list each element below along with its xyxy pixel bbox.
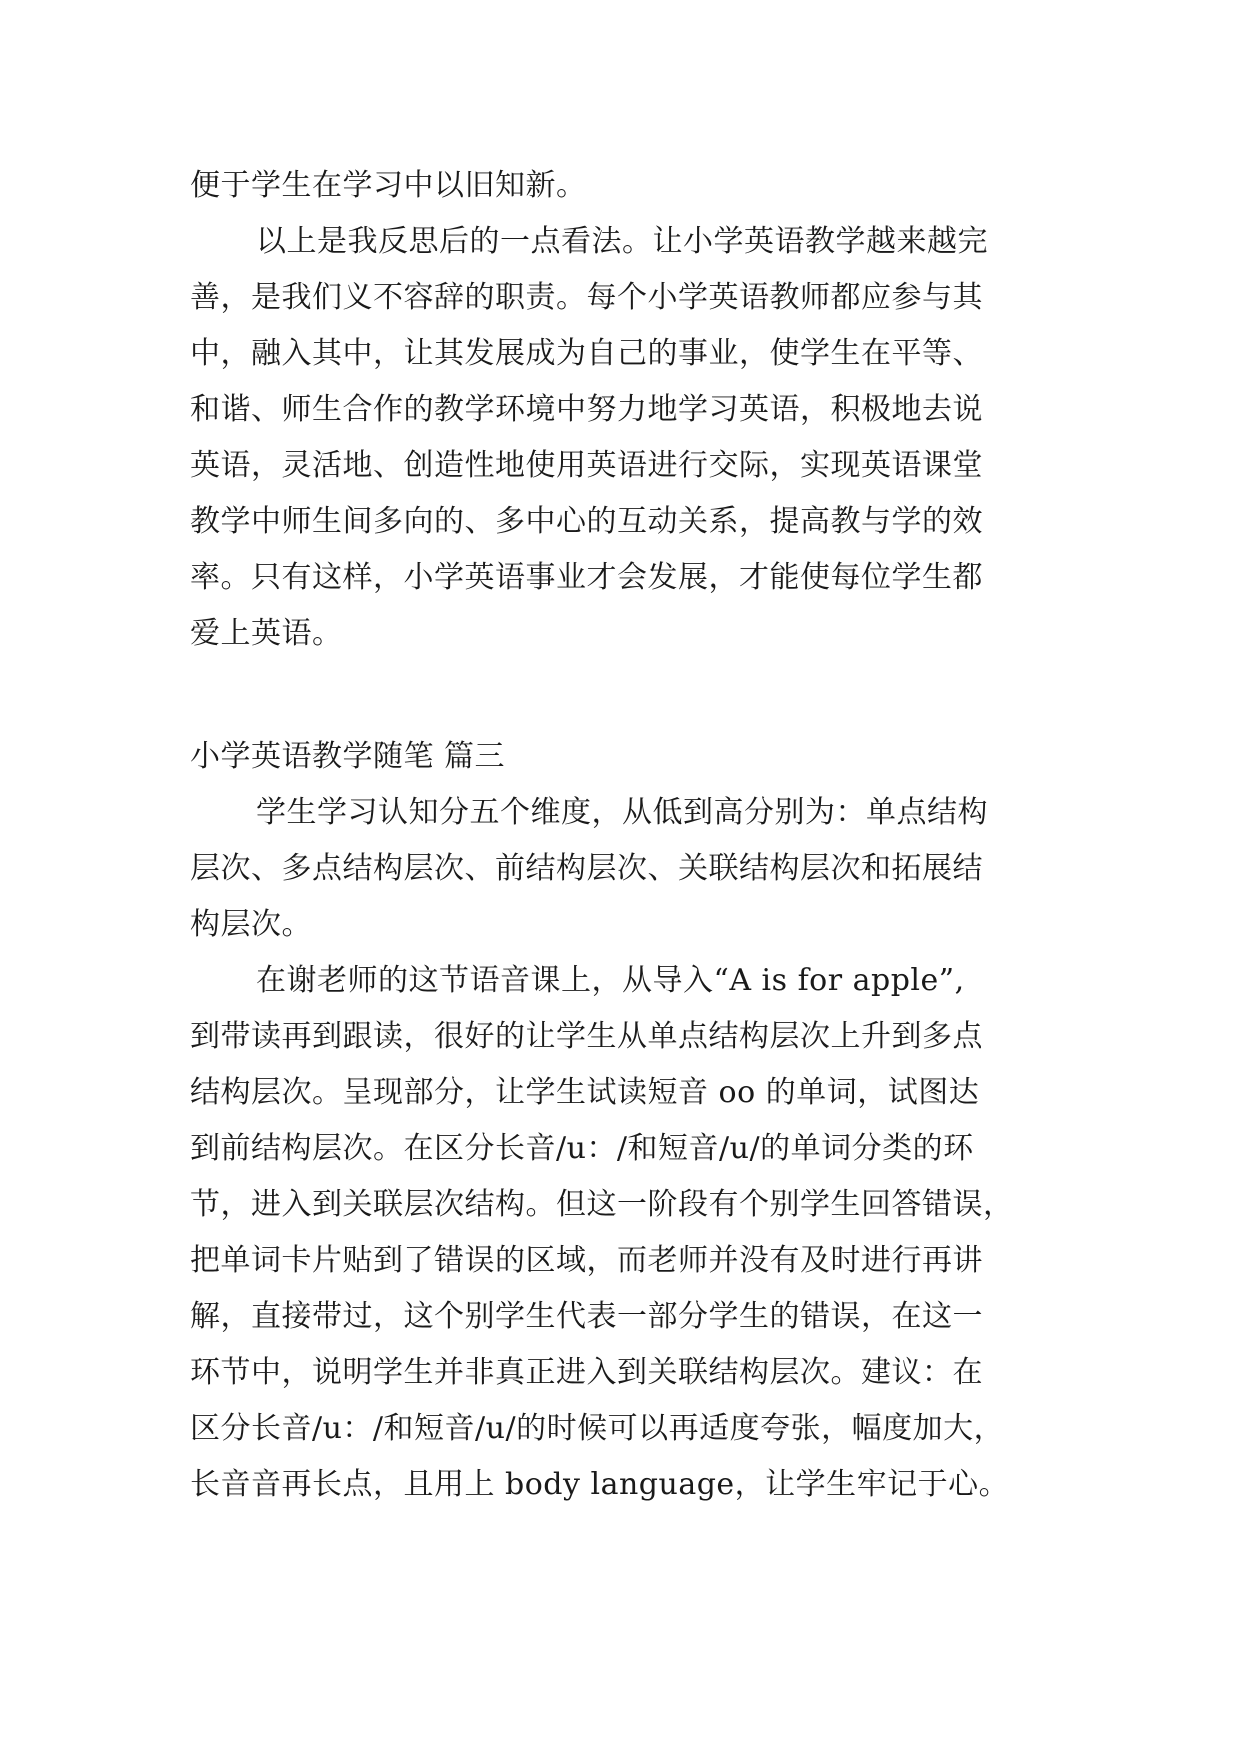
paragraph-line: 层次、多点结构层次、前结构层次、关联结构层次和拓展结 <box>190 851 983 886</box>
paragraph-line: 英语，灵活地、创造性地使用英语进行交际，实现英语课堂 <box>190 448 983 483</box>
paragraph-line: 环节中，说明学生并非真正进入到关联结构层次。建议：在 <box>190 1355 983 1390</box>
paragraph-line: 率。只有这样，小学英语事业才会发展，才能使每位学生都 <box>190 560 983 595</box>
paragraph-line: 以上是我反思后的一点看法。让小学英语教学越来越完 <box>256 224 988 259</box>
paragraph-line: 便于学生在学习中以旧知新。 <box>190 168 587 203</box>
paragraph-line: 学生学习认知分五个维度，从低到高分别为：单点结构 <box>256 795 988 830</box>
paragraph-line: 爱上英语。 <box>190 616 343 651</box>
paragraph-line: 节，进入到关联层次结构。但这一阶段有个别学生回答错误， <box>190 1187 1014 1222</box>
paragraph-line: 构层次。 <box>190 907 312 942</box>
paragraph-line: 结构层次。呈现部分，让学生试读短音 oo 的单词，试图达 <box>190 1075 980 1110</box>
paragraph-line: 在谢老师的这节语音课上，从导入“A is for apple”, <box>256 963 965 998</box>
paragraph-line: 中，融入其中，让其发展成为自己的事业，使学生在平等、 <box>190 336 983 371</box>
paragraph-line: 到前结构层次。在区分长音/u：/和短音/u/的单词分类的环 <box>190 1131 974 1166</box>
paragraph-line: 和谐、师生合作的教学环境中努力地学习英语，积极地去说 <box>190 392 983 427</box>
paragraph-line: 长音音再长点，且用上 body language，让学生牢记于心。 <box>190 1467 1010 1502</box>
paragraph-line: 把单词卡片贴到了错误的区域，而老师并没有及时进行再讲 <box>190 1243 983 1278</box>
paragraph-line: 教学中师生间多向的、多中心的互动关系，提高教与学的效 <box>190 504 983 539</box>
paragraph-line: 到带读再到跟读，很好的让学生从单点结构层次上升到多点 <box>190 1019 983 1054</box>
paragraph-line: 善，是我们义不容辞的职责。每个小学英语教师都应参与其 <box>190 280 983 315</box>
section-heading: 小学英语教学随笔 篇三 <box>190 739 506 774</box>
paragraph-line: 区分长音/u：/和短音/u/的时候可以再适度夸张，幅度加大， <box>190 1411 1005 1446</box>
paragraph-line: 解，直接带过，这个别学生代表一部分学生的错误，在这一 <box>190 1299 983 1334</box>
